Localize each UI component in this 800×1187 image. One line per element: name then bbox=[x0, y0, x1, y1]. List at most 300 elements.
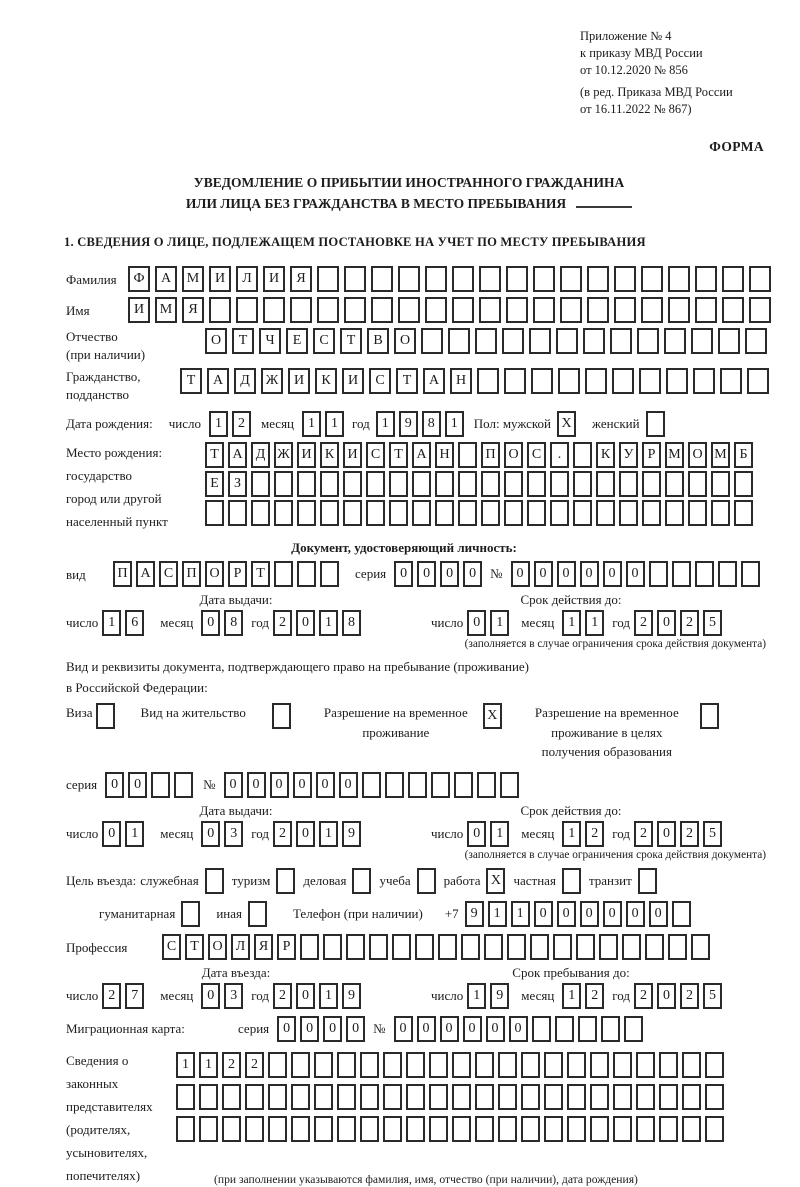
char-box[interactable]: 2 bbox=[634, 610, 653, 636]
char-box[interactable] bbox=[429, 1084, 448, 1110]
char-box[interactable]: Д bbox=[251, 442, 270, 468]
char-box[interactable] bbox=[749, 266, 771, 292]
char-box[interactable] bbox=[452, 1052, 471, 1078]
char-box[interactable]: 7 bbox=[125, 983, 144, 1009]
char-box[interactable] bbox=[587, 297, 609, 323]
char-box[interactable] bbox=[228, 500, 247, 526]
char-box[interactable] bbox=[550, 500, 569, 526]
char-box[interactable] bbox=[458, 442, 477, 468]
char-box[interactable] bbox=[531, 368, 553, 394]
char-box[interactable] bbox=[749, 297, 771, 323]
char-box[interactable]: С bbox=[162, 934, 181, 960]
char-box[interactable]: 9 bbox=[342, 821, 361, 847]
char-box[interactable] bbox=[613, 1052, 632, 1078]
char-box[interactable] bbox=[176, 1084, 195, 1110]
char-box[interactable] bbox=[291, 1052, 310, 1078]
char-box[interactable]: 2 bbox=[102, 983, 121, 1009]
char-box[interactable] bbox=[435, 471, 454, 497]
char-box[interactable] bbox=[641, 266, 663, 292]
char-box[interactable]: А bbox=[228, 442, 247, 468]
char-box[interactable] bbox=[398, 297, 420, 323]
char-box[interactable]: С bbox=[313, 328, 335, 354]
char-box[interactable] bbox=[475, 1052, 494, 1078]
char-box[interactable]: 9 bbox=[342, 983, 361, 1009]
char-box[interactable]: О bbox=[208, 934, 227, 960]
purpose-study-checkbox[interactable] bbox=[417, 868, 436, 894]
char-box[interactable] bbox=[209, 297, 231, 323]
char-box[interactable] bbox=[624, 1016, 643, 1042]
char-box[interactable]: 0 bbox=[417, 1016, 436, 1042]
char-box[interactable]: 0 bbox=[511, 561, 530, 587]
char-box[interactable]: Д bbox=[234, 368, 256, 394]
char-box[interactable] bbox=[636, 1116, 655, 1142]
char-box[interactable]: 1 bbox=[562, 821, 581, 847]
char-box[interactable] bbox=[722, 266, 744, 292]
char-box[interactable] bbox=[745, 328, 767, 354]
char-box[interactable]: 0 bbox=[626, 901, 645, 927]
char-box[interactable]: 0 bbox=[603, 901, 622, 927]
char-box[interactable]: А bbox=[136, 561, 155, 587]
char-box[interactable]: 0 bbox=[463, 1016, 482, 1042]
char-box[interactable]: 8 bbox=[224, 610, 243, 636]
char-box[interactable]: И bbox=[128, 297, 150, 323]
char-box[interactable] bbox=[369, 934, 388, 960]
char-box[interactable] bbox=[431, 772, 450, 798]
char-box[interactable] bbox=[268, 1116, 287, 1142]
char-box[interactable] bbox=[718, 561, 737, 587]
char-box[interactable]: 0 bbox=[463, 561, 482, 587]
char-box[interactable] bbox=[665, 500, 684, 526]
char-box[interactable] bbox=[199, 1084, 218, 1110]
char-box[interactable] bbox=[415, 934, 434, 960]
char-box[interactable] bbox=[649, 561, 668, 587]
char-box[interactable] bbox=[590, 1116, 609, 1142]
char-box[interactable] bbox=[429, 1052, 448, 1078]
char-box[interactable] bbox=[718, 328, 740, 354]
char-box[interactable] bbox=[639, 368, 661, 394]
char-box[interactable] bbox=[573, 442, 592, 468]
char-box[interactable]: 5 bbox=[703, 610, 722, 636]
char-box[interactable]: 0 bbox=[247, 772, 266, 798]
char-box[interactable] bbox=[452, 266, 474, 292]
char-box[interactable] bbox=[360, 1084, 379, 1110]
char-box[interactable] bbox=[613, 1116, 632, 1142]
char-box[interactable] bbox=[371, 266, 393, 292]
char-box[interactable]: 1 bbox=[319, 610, 338, 636]
char-box[interactable]: 1 bbox=[467, 983, 486, 1009]
char-box[interactable] bbox=[291, 1116, 310, 1142]
char-box[interactable]: 0 bbox=[296, 821, 315, 847]
char-box[interactable] bbox=[601, 1016, 620, 1042]
char-box[interactable] bbox=[385, 772, 404, 798]
char-box[interactable] bbox=[705, 1116, 724, 1142]
char-box[interactable]: 0 bbox=[201, 821, 220, 847]
char-box[interactable]: 0 bbox=[128, 772, 147, 798]
char-box[interactable] bbox=[205, 500, 224, 526]
purpose-private-checkbox[interactable] bbox=[562, 868, 581, 894]
purpose-humanitarian-checkbox[interactable] bbox=[181, 901, 200, 927]
char-box[interactable]: 0 bbox=[557, 901, 576, 927]
char-box[interactable] bbox=[502, 328, 524, 354]
char-box[interactable] bbox=[507, 934, 526, 960]
char-box[interactable] bbox=[176, 1116, 195, 1142]
char-box[interactable]: И bbox=[342, 368, 364, 394]
char-box[interactable]: 1 bbox=[319, 983, 338, 1009]
char-box[interactable]: 0 bbox=[580, 561, 599, 587]
char-box[interactable]: 0 bbox=[201, 610, 220, 636]
char-box[interactable] bbox=[320, 471, 339, 497]
char-box[interactable]: 0 bbox=[224, 772, 243, 798]
char-box[interactable] bbox=[533, 266, 555, 292]
char-box[interactable] bbox=[498, 1052, 517, 1078]
char-box[interactable]: 0 bbox=[270, 772, 289, 798]
char-box[interactable]: 0 bbox=[534, 561, 553, 587]
char-box[interactable] bbox=[567, 1116, 586, 1142]
char-box[interactable] bbox=[596, 471, 615, 497]
char-box[interactable]: 0 bbox=[296, 610, 315, 636]
char-box[interactable] bbox=[438, 934, 457, 960]
char-box[interactable]: Т bbox=[232, 328, 254, 354]
char-box[interactable] bbox=[659, 1052, 678, 1078]
char-box[interactable]: 3 bbox=[224, 821, 243, 847]
char-box[interactable]: 2 bbox=[245, 1052, 264, 1078]
char-box[interactable] bbox=[636, 1052, 655, 1078]
char-box[interactable] bbox=[529, 328, 551, 354]
char-box[interactable]: А bbox=[412, 442, 431, 468]
char-box[interactable] bbox=[544, 1084, 563, 1110]
char-box[interactable] bbox=[682, 1052, 701, 1078]
char-box[interactable] bbox=[263, 297, 285, 323]
char-box[interactable]: 0 bbox=[323, 1016, 342, 1042]
char-box[interactable] bbox=[297, 561, 316, 587]
char-box[interactable] bbox=[695, 561, 714, 587]
char-box[interactable]: 0 bbox=[467, 610, 486, 636]
char-box[interactable]: И bbox=[343, 442, 362, 468]
char-box[interactable]: Л bbox=[231, 934, 250, 960]
char-box[interactable] bbox=[366, 500, 385, 526]
char-box[interactable]: 0 bbox=[657, 983, 676, 1009]
char-box[interactable] bbox=[693, 368, 715, 394]
char-box[interactable]: 2 bbox=[680, 610, 699, 636]
char-box[interactable]: 0 bbox=[394, 1016, 413, 1042]
char-box[interactable]: 2 bbox=[273, 821, 292, 847]
char-box[interactable]: 0 bbox=[486, 1016, 505, 1042]
char-box[interactable]: М bbox=[711, 442, 730, 468]
char-box[interactable]: 5 bbox=[703, 821, 722, 847]
char-box[interactable] bbox=[567, 1084, 586, 1110]
char-box[interactable]: Н bbox=[435, 442, 454, 468]
char-box[interactable] bbox=[619, 471, 638, 497]
char-box[interactable] bbox=[343, 500, 362, 526]
char-box[interactable]: 8 bbox=[422, 411, 441, 437]
char-box[interactable] bbox=[504, 500, 523, 526]
char-box[interactable] bbox=[360, 1052, 379, 1078]
char-box[interactable] bbox=[691, 328, 713, 354]
char-box[interactable] bbox=[346, 934, 365, 960]
char-box[interactable] bbox=[645, 934, 664, 960]
temp-permit-checkbox[interactable]: X bbox=[483, 703, 502, 729]
char-box[interactable] bbox=[521, 1084, 540, 1110]
char-box[interactable] bbox=[711, 500, 730, 526]
char-box[interactable] bbox=[705, 1052, 724, 1078]
char-box[interactable]: А bbox=[155, 266, 177, 292]
char-box[interactable] bbox=[392, 934, 411, 960]
char-box[interactable] bbox=[477, 368, 499, 394]
residence-permit-checkbox[interactable] bbox=[272, 703, 291, 729]
char-box[interactable] bbox=[314, 1116, 333, 1142]
char-box[interactable] bbox=[297, 471, 316, 497]
char-box[interactable] bbox=[533, 297, 555, 323]
char-box[interactable] bbox=[637, 328, 659, 354]
char-box[interactable]: Т bbox=[205, 442, 224, 468]
char-box[interactable]: Т bbox=[251, 561, 270, 587]
char-box[interactable]: 0 bbox=[201, 983, 220, 1009]
char-box[interactable]: Р bbox=[228, 561, 247, 587]
char-box[interactable] bbox=[668, 266, 690, 292]
char-box[interactable] bbox=[691, 934, 710, 960]
char-box[interactable]: Е bbox=[205, 471, 224, 497]
char-box[interactable]: 0 bbox=[417, 561, 436, 587]
char-box[interactable] bbox=[747, 368, 769, 394]
char-box[interactable] bbox=[567, 1052, 586, 1078]
char-box[interactable]: И bbox=[209, 266, 231, 292]
char-box[interactable] bbox=[614, 266, 636, 292]
char-box[interactable] bbox=[412, 471, 431, 497]
char-box[interactable] bbox=[585, 368, 607, 394]
char-box[interactable] bbox=[389, 471, 408, 497]
char-box[interactable] bbox=[642, 471, 661, 497]
char-box[interactable]: У bbox=[619, 442, 638, 468]
char-box[interactable] bbox=[682, 1084, 701, 1110]
char-box[interactable]: И bbox=[297, 442, 316, 468]
char-box[interactable]: Н bbox=[450, 368, 472, 394]
char-box[interactable]: Р bbox=[277, 934, 296, 960]
char-box[interactable] bbox=[484, 934, 503, 960]
char-box[interactable]: М bbox=[155, 297, 177, 323]
char-box[interactable]: 1 bbox=[302, 411, 321, 437]
char-box[interactable] bbox=[527, 471, 546, 497]
char-box[interactable] bbox=[530, 934, 549, 960]
char-box[interactable]: 1 bbox=[445, 411, 464, 437]
char-box[interactable] bbox=[429, 1116, 448, 1142]
char-box[interactable]: 6 bbox=[125, 610, 144, 636]
char-box[interactable] bbox=[454, 772, 473, 798]
char-box[interactable]: 2 bbox=[222, 1052, 241, 1078]
char-box[interactable]: 0 bbox=[394, 561, 413, 587]
char-box[interactable]: 2 bbox=[585, 821, 604, 847]
char-box[interactable]: 0 bbox=[346, 1016, 365, 1042]
char-box[interactable]: К bbox=[320, 442, 339, 468]
char-box[interactable]: 0 bbox=[509, 1016, 528, 1042]
char-box[interactable] bbox=[448, 328, 470, 354]
char-box[interactable]: 0 bbox=[339, 772, 358, 798]
char-box[interactable]: 0 bbox=[300, 1016, 319, 1042]
female-checkbox[interactable] bbox=[646, 411, 665, 437]
char-box[interactable]: 2 bbox=[273, 983, 292, 1009]
char-box[interactable] bbox=[458, 500, 477, 526]
char-box[interactable] bbox=[383, 1116, 402, 1142]
char-box[interactable]: 2 bbox=[634, 983, 653, 1009]
char-box[interactable] bbox=[274, 500, 293, 526]
char-box[interactable] bbox=[720, 368, 742, 394]
char-box[interactable]: 0 bbox=[603, 561, 622, 587]
char-box[interactable] bbox=[406, 1084, 425, 1110]
char-box[interactable]: П bbox=[113, 561, 132, 587]
char-box[interactable]: М bbox=[665, 442, 684, 468]
char-box[interactable]: Я bbox=[254, 934, 273, 960]
char-box[interactable] bbox=[498, 1116, 517, 1142]
char-box[interactable] bbox=[268, 1084, 287, 1110]
char-box[interactable] bbox=[314, 1084, 333, 1110]
char-box[interactable] bbox=[477, 772, 496, 798]
male-checkbox[interactable]: X bbox=[557, 411, 576, 437]
char-box[interactable] bbox=[408, 772, 427, 798]
char-box[interactable] bbox=[371, 297, 393, 323]
char-box[interactable] bbox=[236, 297, 258, 323]
char-box[interactable]: 0 bbox=[277, 1016, 296, 1042]
char-box[interactable] bbox=[222, 1116, 241, 1142]
char-box[interactable] bbox=[668, 297, 690, 323]
char-box[interactable] bbox=[573, 471, 592, 497]
char-box[interactable] bbox=[389, 500, 408, 526]
char-box[interactable] bbox=[504, 471, 523, 497]
char-box[interactable]: Ч bbox=[259, 328, 281, 354]
char-box[interactable] bbox=[425, 266, 447, 292]
char-box[interactable]: 1 bbox=[562, 983, 581, 1009]
char-box[interactable] bbox=[665, 471, 684, 497]
char-box[interactable]: 1 bbox=[511, 901, 530, 927]
char-box[interactable]: О bbox=[205, 328, 227, 354]
char-box[interactable] bbox=[245, 1084, 264, 1110]
char-box[interactable] bbox=[573, 500, 592, 526]
char-box[interactable]: П bbox=[182, 561, 201, 587]
char-box[interactable]: 0 bbox=[626, 561, 645, 587]
char-box[interactable] bbox=[498, 1084, 517, 1110]
char-box[interactable]: Ф bbox=[128, 266, 150, 292]
char-box[interactable]: В bbox=[367, 328, 389, 354]
char-box[interactable]: 0 bbox=[649, 901, 668, 927]
char-box[interactable] bbox=[544, 1116, 563, 1142]
char-box[interactable] bbox=[590, 1052, 609, 1078]
char-box[interactable]: Р bbox=[642, 442, 661, 468]
char-box[interactable] bbox=[479, 297, 501, 323]
char-box[interactable] bbox=[741, 561, 760, 587]
char-box[interactable] bbox=[481, 471, 500, 497]
visa-checkbox[interactable] bbox=[96, 703, 115, 729]
char-box[interactable] bbox=[613, 1084, 632, 1110]
char-box[interactable]: А bbox=[423, 368, 445, 394]
char-box[interactable] bbox=[343, 471, 362, 497]
char-box[interactable]: Т bbox=[396, 368, 418, 394]
char-box[interactable] bbox=[553, 934, 572, 960]
char-box[interactable] bbox=[320, 500, 339, 526]
char-box[interactable] bbox=[251, 500, 270, 526]
char-box[interactable] bbox=[521, 1116, 540, 1142]
char-box[interactable]: 1 bbox=[488, 901, 507, 927]
char-box[interactable] bbox=[475, 1116, 494, 1142]
char-box[interactable] bbox=[291, 1084, 310, 1110]
char-box[interactable] bbox=[560, 297, 582, 323]
char-box[interactable] bbox=[344, 297, 366, 323]
char-box[interactable] bbox=[722, 297, 744, 323]
char-box[interactable] bbox=[734, 471, 753, 497]
char-box[interactable]: Ж bbox=[274, 442, 293, 468]
char-box[interactable]: 0 bbox=[105, 772, 124, 798]
char-box[interactable] bbox=[479, 266, 501, 292]
char-box[interactable] bbox=[659, 1084, 678, 1110]
purpose-business-checkbox[interactable] bbox=[352, 868, 371, 894]
char-box[interactable]: 5 bbox=[703, 983, 722, 1009]
char-box[interactable]: О bbox=[504, 442, 523, 468]
char-box[interactable] bbox=[521, 1052, 540, 1078]
char-box[interactable]: Л bbox=[236, 266, 258, 292]
char-box[interactable] bbox=[500, 772, 519, 798]
char-box[interactable] bbox=[337, 1084, 356, 1110]
char-box[interactable]: О bbox=[688, 442, 707, 468]
char-box[interactable] bbox=[695, 297, 717, 323]
char-box[interactable] bbox=[452, 1116, 471, 1142]
char-box[interactable] bbox=[555, 1016, 574, 1042]
char-box[interactable]: 2 bbox=[585, 983, 604, 1009]
char-box[interactable] bbox=[641, 297, 663, 323]
char-box[interactable]: Ж bbox=[261, 368, 283, 394]
char-box[interactable] bbox=[599, 934, 618, 960]
char-box[interactable] bbox=[406, 1116, 425, 1142]
char-box[interactable] bbox=[412, 500, 431, 526]
char-box[interactable]: 1 bbox=[209, 411, 228, 437]
char-box[interactable]: А bbox=[207, 368, 229, 394]
char-box[interactable] bbox=[642, 500, 661, 526]
char-box[interactable] bbox=[556, 328, 578, 354]
char-box[interactable] bbox=[558, 368, 580, 394]
char-box[interactable] bbox=[682, 1116, 701, 1142]
char-box[interactable]: 1 bbox=[490, 821, 509, 847]
char-box[interactable] bbox=[636, 1084, 655, 1110]
char-box[interactable]: 3 bbox=[224, 983, 243, 1009]
char-box[interactable]: С bbox=[366, 442, 385, 468]
char-box[interactable] bbox=[245, 1116, 264, 1142]
char-box[interactable] bbox=[688, 471, 707, 497]
char-box[interactable]: 0 bbox=[467, 821, 486, 847]
purpose-transit-checkbox[interactable] bbox=[638, 868, 657, 894]
char-box[interactable] bbox=[251, 471, 270, 497]
char-box[interactable]: 1 bbox=[125, 821, 144, 847]
char-box[interactable] bbox=[300, 934, 319, 960]
char-box[interactable] bbox=[199, 1116, 218, 1142]
char-box[interactable]: 1 bbox=[585, 610, 604, 636]
char-box[interactable] bbox=[610, 328, 632, 354]
char-box[interactable]: 0 bbox=[657, 610, 676, 636]
char-box[interactable] bbox=[268, 1052, 287, 1078]
char-box[interactable] bbox=[452, 1084, 471, 1110]
char-box[interactable]: С bbox=[369, 368, 391, 394]
char-box[interactable] bbox=[290, 297, 312, 323]
char-box[interactable] bbox=[695, 266, 717, 292]
purpose-official-checkbox[interactable] bbox=[205, 868, 224, 894]
char-box[interactable] bbox=[317, 297, 339, 323]
char-box[interactable]: И bbox=[263, 266, 285, 292]
char-box[interactable]: Т bbox=[340, 328, 362, 354]
char-box[interactable]: Б bbox=[734, 442, 753, 468]
char-box[interactable]: 9 bbox=[399, 411, 418, 437]
char-box[interactable] bbox=[596, 500, 615, 526]
char-box[interactable] bbox=[366, 471, 385, 497]
char-box[interactable] bbox=[587, 266, 609, 292]
char-box[interactable] bbox=[576, 934, 595, 960]
char-box[interactable] bbox=[666, 368, 688, 394]
char-box[interactable] bbox=[314, 1052, 333, 1078]
char-box[interactable] bbox=[672, 901, 691, 927]
